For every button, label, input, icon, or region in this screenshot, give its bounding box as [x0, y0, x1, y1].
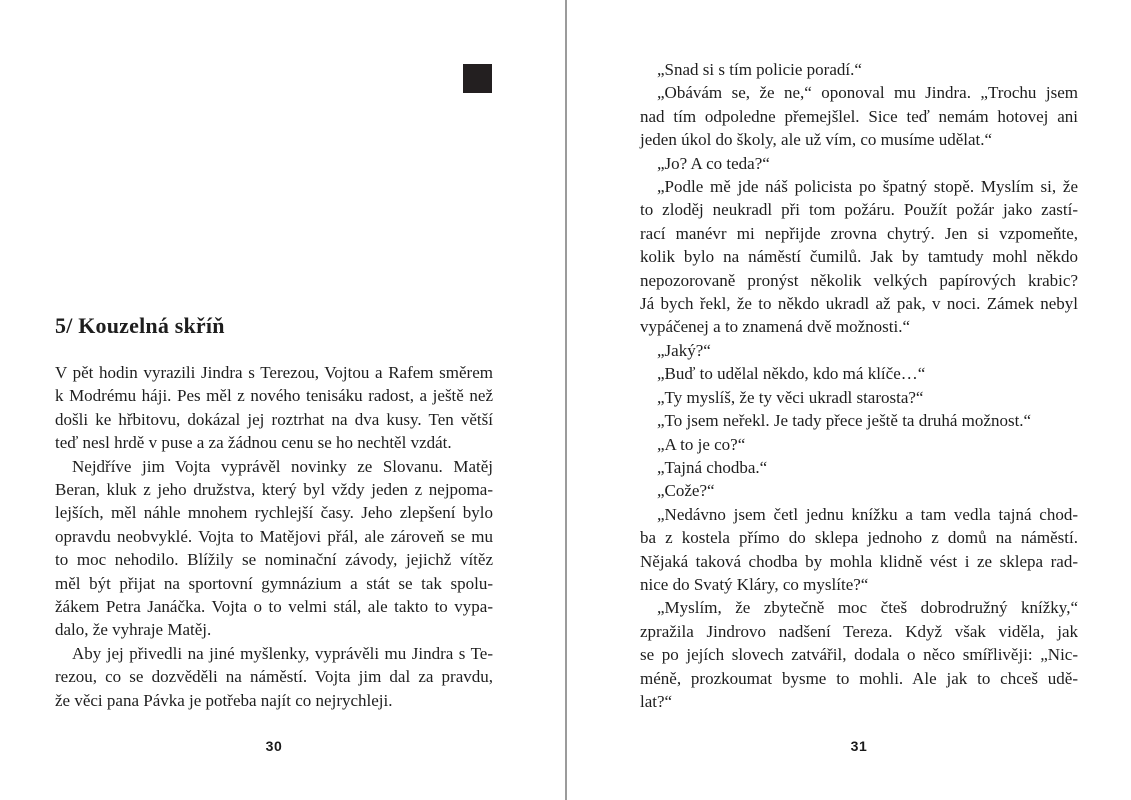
text-line: ba z kostela přímo do sklepa jednoho z domů na náměstí. — [640, 528, 1078, 548]
text-line: jeden úkol do školy, ale už vím, co musíme udělat.“ — [640, 130, 993, 150]
text-line: Aby jej přivedli na jiné myšlenky, vyprávěli mu Jindra s Te- — [72, 643, 493, 663]
text-line: „A to je co?“ — [657, 434, 746, 454]
text-line: k Modrému háji. Pes měl z nového tenisáku radost, a ještě než — [55, 386, 493, 406]
text-line: lejších, měl náhle mnohem rychlejší časy. Jeho zlepšení bylo — [55, 503, 493, 523]
text-line: „Myslím, že zbytečně moc čteš dobrodružný knížky,“ — [657, 598, 1078, 618]
text-line: zpražila Jindrovo nadšení Tereza. Když však viděla, jak — [640, 621, 1078, 641]
text-line: opravdu neobvyklé. Vojta to Matějovi přál, ale zároveň se mu — [55, 526, 493, 546]
text-line: lat?“ — [640, 691, 673, 711]
text-line: Já bych řekl, že to někdo ukradl až pak, v noci. Zámek nebyl — [640, 294, 1078, 314]
paragraph — [55, 455, 493, 642]
text-line: nice do Svatý Kláry, co myslíte?“ — [640, 574, 869, 594]
paragraph — [640, 386, 1078, 409]
text-line: že věci pana Pávka je potřeba najít co nejrychleji. — [55, 690, 393, 710]
paragraph — [640, 596, 1078, 713]
text-line: měl být přijat na sportovní gymnázium a stát se tak spolu- — [55, 573, 493, 593]
text-line: Nejdříve jim Vojta vyprávěl novinky ze Slovanu. Matěj — [72, 456, 493, 476]
chapter-heading: 5/ Kouzelná skříň — [55, 313, 225, 338]
text-line: to moc nehodilo. Blížily se nominační závody, jejichž vítěz — [55, 550, 493, 570]
page-number-left: 30 — [265, 738, 283, 754]
paragraph — [640, 503, 1078, 597]
paragraph — [640, 479, 1078, 502]
paragraph — [640, 409, 1078, 432]
left-page-body-text — [55, 361, 493, 712]
text-line: došli ke hřbitovu, dokázal jej roztrhat na dva kusy. Ten větší — [55, 409, 493, 429]
text-line: kolik bylo na náměstí čumilů. Jak by tamtudy mohl někdo — [640, 247, 1078, 267]
text-line: to zloděj neukradl při tom požáru. Použít požár jako zastí- — [640, 200, 1078, 220]
paragraph — [55, 642, 493, 712]
text-line: nad tím odpoledne přemejšlel. Sice teď nemám hotovej ani — [640, 106, 1078, 126]
paragraph — [640, 362, 1078, 385]
text-line: „Ty myslíš, že ty věci ukradl starosta?“ — [657, 387, 924, 407]
chapter-ornament-square-icon — [463, 64, 492, 93]
paragraph — [640, 152, 1078, 175]
text-line: teď nesl hrdě v puse a za žádnou cenu se ho nechtěl vzdát. — [55, 433, 452, 453]
text-line: se po jejích slovech zatvářil, dodala o něco smířlivěji: „Nic- — [640, 645, 1078, 665]
text-line: rací manévr mi nepřijde zrovna chytrý. Jen si vzpomeňte, — [640, 223, 1078, 243]
text-line: „Cože?“ — [657, 481, 715, 501]
text-line: V pět hodin vyrazili Jindra s Terezou, Vojtou a Rafem směrem — [55, 363, 493, 382]
page-number-right: 31 — [850, 738, 868, 754]
text-line: rezou, co se dozvěděli na náměstí. Vojta jim dal za pravdu, — [55, 667, 493, 687]
paragraph — [55, 361, 493, 455]
page-gutter-divider — [565, 0, 567, 800]
text-line: Nějaká taková chodba by mohla klidně vést i ze sklepa rad- — [640, 551, 1078, 571]
text-line: méně, prozkoumat bysme to mohli. Ale jak to chceš udě- — [640, 668, 1078, 688]
text-line: „Podle mě jde náš policista po špatný stopě. Myslím si, že — [657, 177, 1078, 197]
text-line: Beran, kluk z jeho družstva, který byl vždy jeden z nejpoma- — [55, 480, 493, 500]
text-line: „Jo? A co teda?“ — [657, 153, 770, 173]
text-line: dalo, že vyhraje Matěj. — [55, 620, 212, 640]
paragraph — [640, 433, 1078, 456]
paragraph — [640, 58, 1078, 81]
text-line: „Nedávno jsem četl jednu knížku a tam vedla tajná chod- — [657, 504, 1078, 524]
text-line: nepozorovaně pronýst několik velkých papírových krabic? — [640, 270, 1078, 290]
text-line: „To jsem neřekl. Je tady přece ještě ta druhá možnost.“ — [657, 411, 1032, 431]
text-line: „Tajná chodba.“ — [657, 457, 768, 477]
paragraph — [640, 339, 1078, 362]
text-line: „Buď to udělal někdo, kdo má klíče…“ — [657, 364, 926, 384]
text-line: vypáčenej a to znamená dvě možnosti.“ — [640, 317, 910, 337]
text-line: žákem Petra Janáčka. Vojta o to velmi stál, ale takto to vypa- — [55, 597, 493, 617]
paragraph — [640, 456, 1078, 479]
text-line: „Obávám se, že ne,“ oponoval mu Jindra. „Trochu jsem — [657, 83, 1078, 103]
text-line: „Jaký?“ — [657, 340, 711, 360]
paragraph — [640, 81, 1078, 151]
right-page-body-text — [640, 58, 1078, 713]
text-line: „Snad si s tím policie poradí.“ — [657, 60, 862, 79]
paragraph — [640, 175, 1078, 339]
